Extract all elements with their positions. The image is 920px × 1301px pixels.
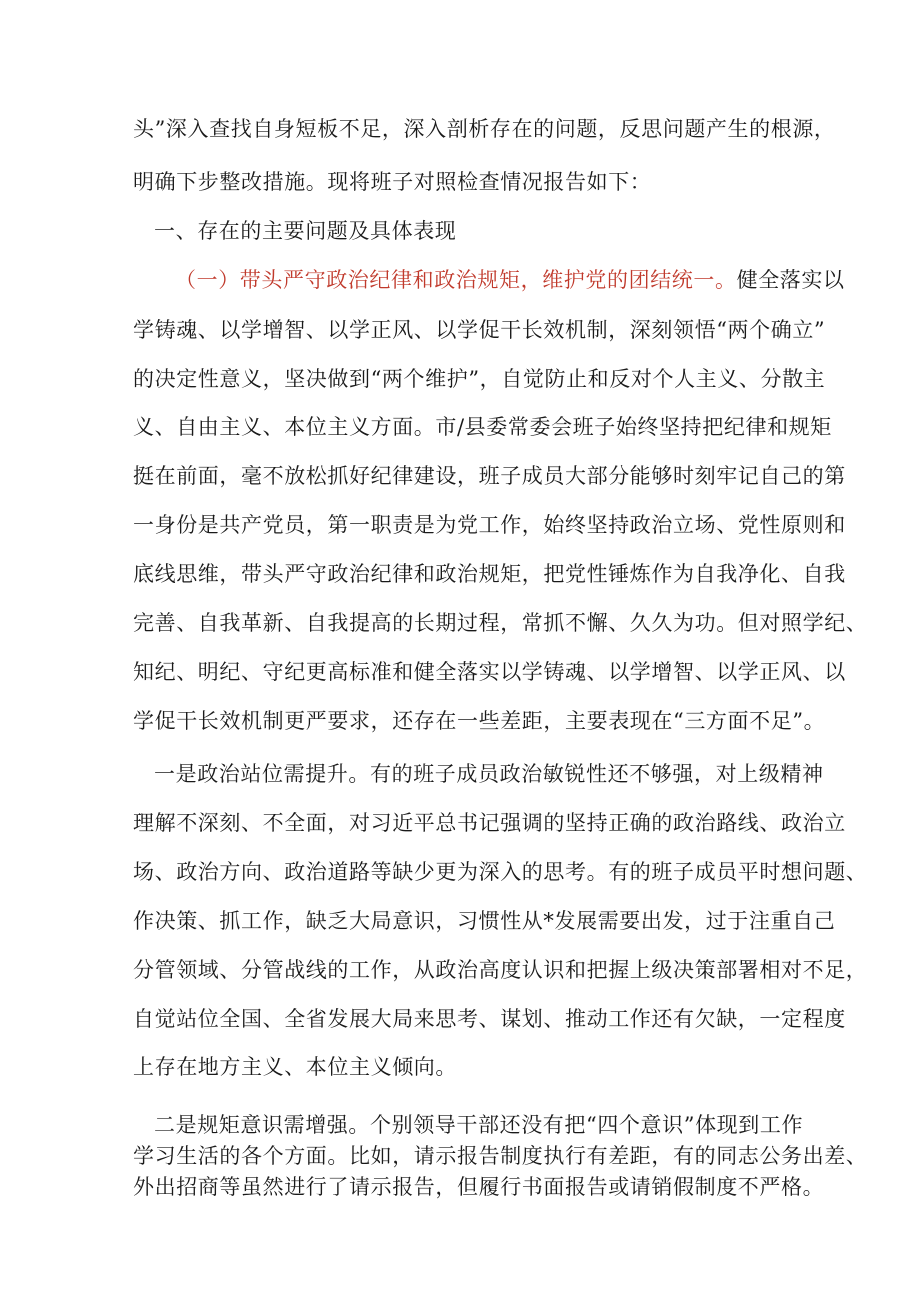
paragraph-line: 的决定性意义，坚决做到“两个维护”，自觉防止和反对个人主义、分散主 [133, 367, 826, 391]
paragraph-line: 理解不深刻、不全面，对习近平总书记强调的坚持正确的政治路线、政治立 [133, 811, 846, 835]
paragraph-line: 学促干长效机制更严要求，还存在一些差距，主要表现在“三方面不足”。 [133, 709, 826, 733]
section-heading: 一、存在的主要问题及具体表现 [154, 219, 457, 243]
paragraph-line: 底线思维，带头严守政治纪律和政治规矩，把党性锤炼作为自我净化、自我 [133, 562, 846, 586]
paragraph-line: 知纪、明纪、守纪更高标准和健全落实以学铸魂、以学增智、以学正风、以 [133, 660, 846, 684]
paragraph-line: 义、自由主义、本位主义方面。市/县委常委会班子始终坚持把纪律和规矩 [133, 415, 832, 439]
paragraph-line: 分管领域、分管战线的工作，从政治高度认识和把握上级决策部署相对不足， [133, 958, 868, 982]
paragraph-line: 明确下步整改措施。现将班子对照检查情况报告如下： [133, 170, 652, 194]
paragraph-line: 头”深入查找自身短板不足，深入剖析存在的问题，反思问题产生的根源， [133, 117, 836, 141]
paragraph-line: 上存在地方主义、本位主义倾向。 [133, 1055, 457, 1079]
subsection-heading: （一）带头严守政治纪律和政治规矩，维护党的团结统一。 [175, 268, 737, 292]
paragraph-line: 挺在前面，毫不放松抓好纪律建设，班子成员大部分能够时刻牢记自己的第 [133, 464, 846, 488]
subsection-heading-line [175, 265, 920, 295]
paragraph-text: 健全落实以 [736, 268, 845, 292]
paragraph-line: 完善、自我革新、自我提高的长期过程，常抓不懈、久久为功。但对照学纪、 [133, 611, 868, 635]
paragraph-line: 场、政治方向、政治道路等缺少更为深入的思考。有的班子成员平时想问题、 [133, 860, 868, 884]
paragraph-line: 自觉站位全国、全省发展大局来思考、谋划、推动工作还有欠缺，一定程度 [133, 1007, 846, 1031]
paragraph-line: 一是政治站位需提升。有的班子成员政治敏锐性还不够强，对上级精神 [154, 762, 824, 786]
paragraph-line: 外出招商等虽然进行了请示报告，但履行书面报告或请销假制度不严格。 [133, 1175, 825, 1199]
paragraph-line: 作决策、抓工作，缺乏大局意识，习惯性从*发展需要出发，过于注重自己 [133, 909, 836, 933]
paragraph-line: 一身份是共产党员，第一职责是为党工作，始终坚持政治立场、党性原则和 [133, 513, 846, 537]
paragraph-line: 学习生活的各个方面。比如，请示报告制度执行有差距，有的同志公务出差、 [133, 1144, 868, 1168]
paragraph-line: 二是规矩意识需增强。个别领导干部还没有把“四个意识”体现到工作 [154, 1113, 804, 1137]
paragraph-line: 学铸魂、以学增智、以学正风、以学促干长效机制，深刻领悟“两个确立” [133, 318, 826, 342]
